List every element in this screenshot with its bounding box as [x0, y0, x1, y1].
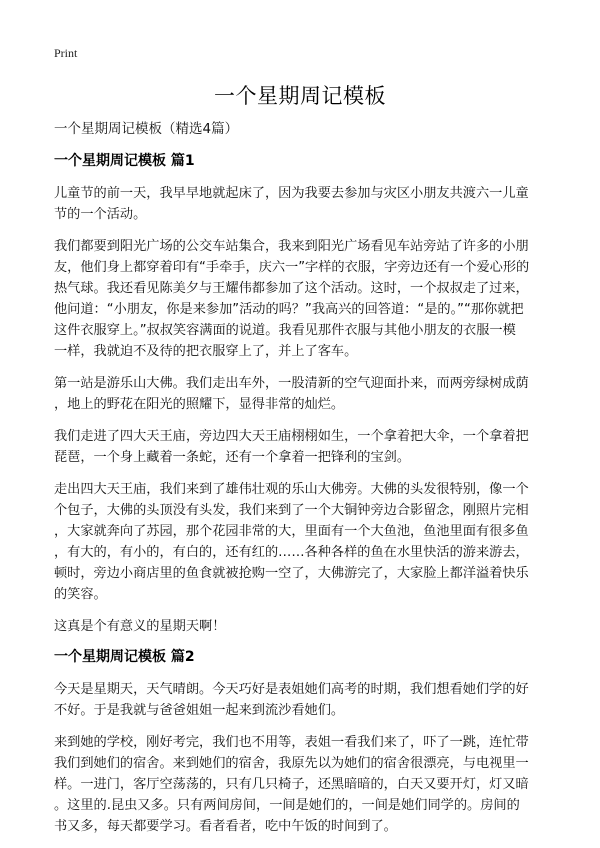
section-2	[54, 648, 554, 837]
text-line: 个包子，大佛的头顶没有头发，我们来到了一个大铜钟旁边合影留念，刚照片完相	[54, 503, 529, 518]
text-line: 书又多，每天都要学习。看者看者，吃中午饭的时间到了。	[54, 819, 397, 834]
text-line: 友，他们身上都穿着印有“手牵手，庆六一”字样的衣服，字旁边还有一个爱心形的	[54, 260, 530, 275]
paragraph	[54, 479, 554, 605]
paragraph	[54, 236, 554, 362]
text-line: 琵琶，一个身上藏着一条蛇，还有一个拿着一把锋利的宝剑。	[54, 450, 411, 465]
text-line: 来到她的学校，刚好考完，我们也不用等，表姐一看我们来了，吓了一跳，连忙带	[54, 735, 529, 750]
text-line: 走出四大天王庙，我们来到了雄伟壮观的乐山大佛旁。大佛的头发很特别，像一个	[54, 482, 529, 497]
paragraph	[54, 679, 554, 721]
section-heading: 一个星期周记模板 篇1	[54, 153, 195, 169]
text-line: 节的一个活动。	[54, 207, 147, 222]
text-line: ，大家就奔向了苏园，那个花园非常的大，里面有一个大鱼池，鱼池里面有很多鱼	[54, 524, 529, 539]
document-subtitle: 一个星期周记模板（精选4篇）	[54, 121, 239, 137]
text-line: 他问道：“小朋友，你是来参加”活动的吗？”我高兴的回答道：“是的。”“那你就把	[54, 302, 524, 317]
section-1	[54, 152, 554, 637]
paragraph	[54, 732, 554, 837]
text-line: 这件衣服穿上。”叔叔笑容满面的说道。我看见那件衣服与其他小朋友的衣服一模	[54, 323, 516, 338]
text-line: 这真是个有意义的星期天啊！	[54, 619, 226, 634]
text-line: 我们都要到阳光广场的公交车站集合，我来到阳光广场看见车站旁站了许多的小朋	[54, 239, 529, 254]
text-line: ，有大的，有小的，有白的，还有红的……各种各样的鱼在水里快活的游来游去，	[54, 545, 529, 560]
text-line: 的笑容。	[54, 587, 107, 602]
text-line: 今天是星期天，天气晴朗。今天巧好是表姐她们高考的时期，我们想看她们学的好	[54, 682, 529, 697]
text-line: 。这里的.昆虫又多。只有两间房间，一间是她们的，一间是她们同学的。房间的	[54, 798, 520, 813]
document-body	[54, 120, 554, 848]
print-label: Print	[54, 46, 78, 60]
paragraph	[54, 426, 554, 468]
text-line: 我们到她们的宿舍。来到她们的宿舍，我原先以为她们的宿舍很漂亮，与电视里一	[54, 756, 529, 771]
text-line: 顿时，旁边小商店里的鱼食就被抢购一空了，大佛游完了，大家脸上都洋溢着快乐	[54, 566, 529, 581]
text-line: ，地上的野花在阳光的照耀下，显得非常的灿烂。	[54, 397, 345, 412]
text-line: 一样，我就迫不及待的把衣服穿上了，并上了客车。	[54, 344, 358, 359]
paragraph	[54, 183, 554, 225]
document-title: 一个星期周记模板	[214, 84, 386, 108]
text-line: 不好。于是我就与爸爸姐姐一起来到流沙看她们。	[54, 703, 345, 718]
text-line: 我们走进了四大天王庙，旁边四大天王庙栩栩如生，一个拿着把大伞，一个拿着把	[54, 429, 529, 444]
text-line: 第一站是游乐山大佛。我们走出车外，一股清新的空气迎面扑来，而两旁绿树成荫	[54, 376, 529, 391]
text-line: 样。一进门，客厅空荡荡的，只有几只椅子，还黑暗暗的，白天又要开灯，灯又暗	[54, 777, 529, 792]
section-heading: 一个星期周记模板 篇2	[54, 649, 195, 665]
text-line: 儿童节的前一天，我早早地就起床了，因为我要去参加与灾区小朋友共渡六一儿童	[54, 186, 529, 201]
paragraph	[54, 616, 554, 637]
text-line: 热气球。我还看见陈美夕与王耀伟都参加了这个活动。这时，一个叔叔走了过来，	[54, 281, 529, 296]
paragraph	[54, 373, 554, 415]
